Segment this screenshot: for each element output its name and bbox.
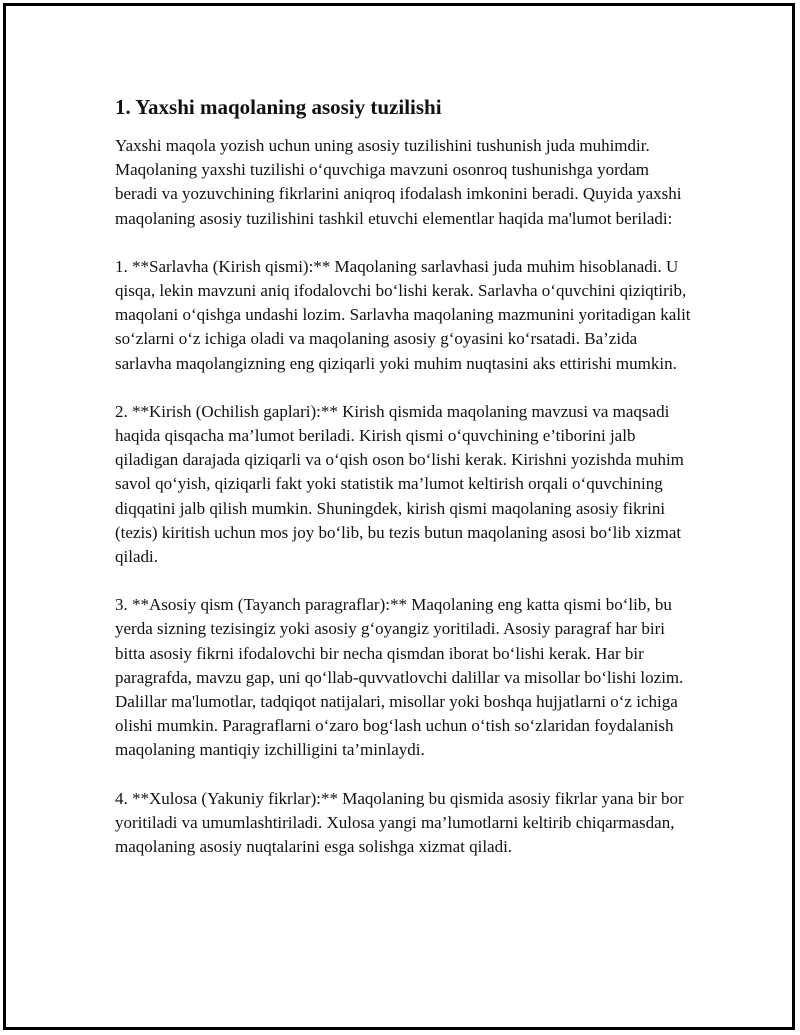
paragraph-introduction-section: 2. **Kirish (Ochilish gaplari):** Kirish qismida maqolaning mavzusi va maqsadi haqida qisqacha ma’lumot beriladi. Kirish qismi o‘quvchining e’tiborini jalb qiladigan darajada qiziqarli va o‘qish oson bo‘lishi kerak. Kirishni yozishda muhim savol qo‘yish, qiziqarli fakt yoki statistik ma’lumot keltirish orqali o‘quvchining diqqatini jalb qilish mumkin. Shuningdek, kirish qismi maqolaning asosiy fikrini (tezis) kiritish uchun mos joy bo‘lib, bu tezis butun maqolaning asosi bo‘lib xizmat qiladi. (115, 401, 684, 567)
paragraph-intro: Yaxshi maqola yozish uchun uning asosiy tuzilishini tushunish juda muhimdir. Maqolaning yaxshi tuzilishi o‘quvchiga mavzuni osonroq tushunishga yordam beradi va yozuvchining fikrlarini aniqroq ifodalash imkonini beradi. Quyida yaxshi maqolaning asosiy tuzilishini tashkil etuvchi elementlar haqida ma'lumot beriladi: (115, 136, 682, 228)
document-body (115, 94, 695, 883)
paragraph-main-body-section: 3. **Asosiy qism (Tayanch paragraflar):** Maqolaning eng katta qismi bo‘lib, bu yerda sizning tezisingiz yoki asosiy g‘oyangiz yoritiladi. Asosiy paragraf har biri bitta asosiy fikrni ifodalovchi bir necha qismdan iborat bo‘lishi kerak. Har bir paragrafda, mavzu gap, uni qo‘llab-quvvatlovchi dalillar va misollar bo‘lishi lozim. Dalillar ma'lumotlar, tadqiqot natijalari, misollar yoki boshqa hujjatlarni o‘z ichiga olishi mumkin. Paragraflarni o‘zaro bog‘lash uchun o‘tish so‘zlaridan foydalanish maqolaning mantiqiy izchilligini ta’minlaydi. (115, 595, 684, 760)
section-heading: 1. Yaxshi maqolaning asosiy tuzilishi (115, 95, 442, 119)
paragraph-title-section: 1. **Sarlavha (Kirish qismi):** Maqolaning sarlavhasi juda muhim hisoblanadi. U qisqa, lekin mavzuni aniq ifodalovchi bo‘lishi kerak. Sarlavha o‘quvchini qiziqtirib, maqolani o‘qishga undashi lozim. Sarlavha maqolaning mazmunini yoritadigan kalit so‘zlarni o‘z ichiga oladi va maqolaning asosiy g‘oyasini ko‘rsatadi. Ba’zida sarlavha maqolangizning eng qiziqarli yoki muhim nuqtasini aks ettirishi mumkin. (115, 256, 691, 373)
paragraph-conclusion-section: 4. **Xulosa (Yakuniy fikrlar):** Maqolaning bu qismida asosiy fikrlar yana bir bor yoritiladi va umumlashtiriladi. Xulosa yangi ma’lumotlarni keltirib chiqarmasdan, maqolaning asosiy nuqtalarini esga solishga xizmat qiladi. (115, 788, 684, 857)
